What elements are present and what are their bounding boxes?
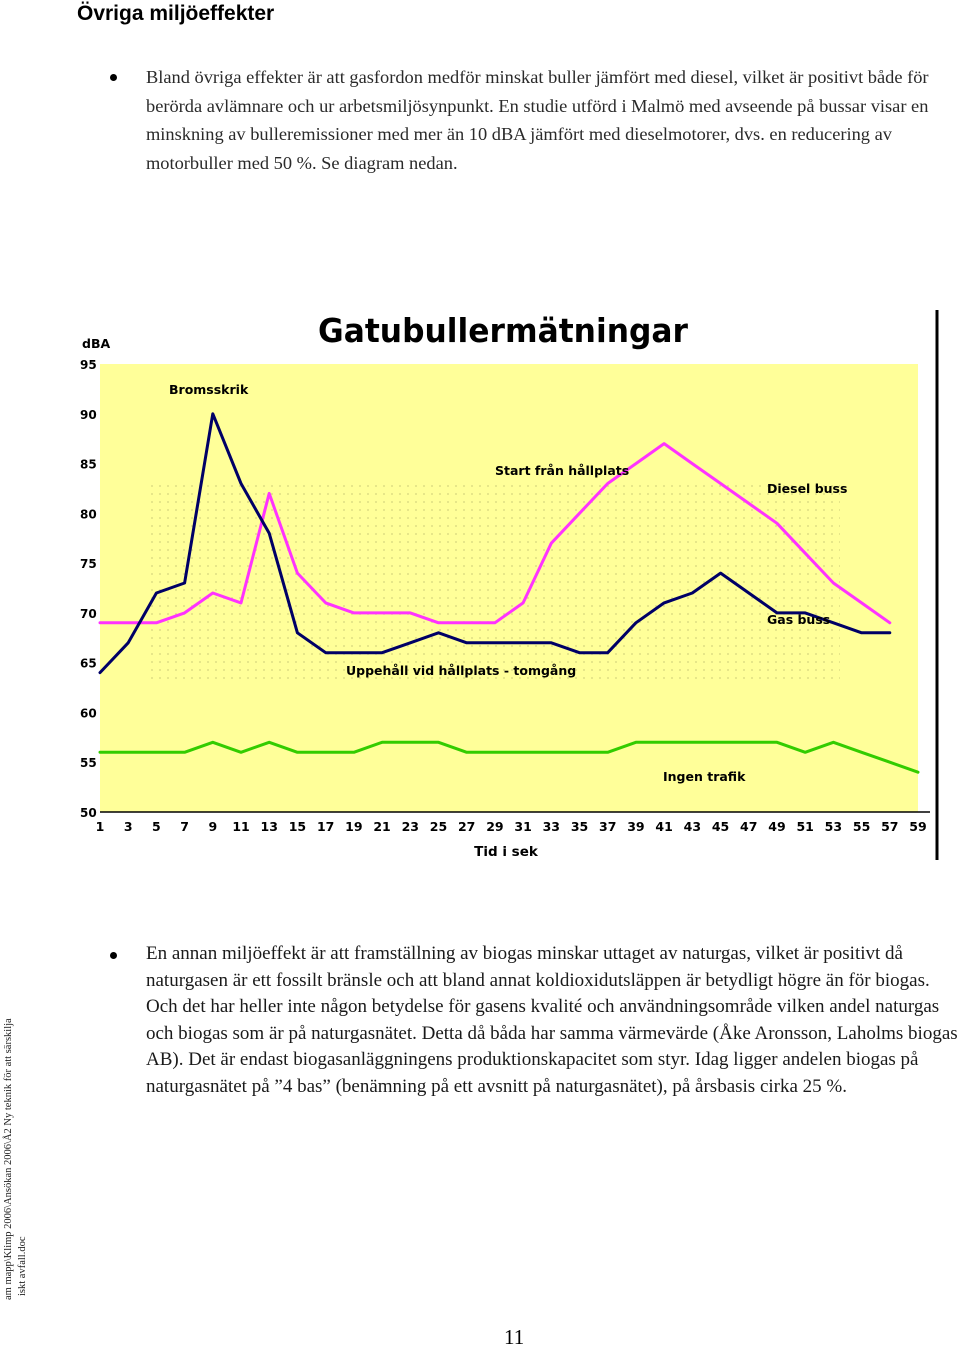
x-tick-label: 19 — [345, 819, 363, 834]
document-path-note — [0, 955, 36, 1305]
page-number: 11 — [504, 1325, 525, 1349]
x-tick-label: 53 — [824, 819, 843, 834]
y-tick-label: 50 — [80, 806, 97, 820]
y-tick-label: 60 — [80, 706, 97, 721]
chart-annotation: Bromsskrik — [169, 382, 249, 397]
x-tick-label: 1 — [95, 819, 105, 834]
y-tick-label: 90 — [80, 407, 97, 422]
x-tick-label: 7 — [180, 819, 189, 834]
noise-chart-svg — [70, 300, 960, 870]
x-tick-label: 39 — [627, 819, 645, 834]
bullet-icon — [110, 74, 117, 81]
document-path-text — [2, 1018, 30, 1300]
paragraph-text: En annan miljöeffekt är att framställning av biogas minskar uttaget av naturgas, vilket är positivt då naturgasen är ett fossilt bränsle och att bland annat koldioxidutsläppen är betydligt högre än för biogas. Och det har heller inte någon betydelse för gasens kvalité och användningsområde vilken andel naturgas och biogas som är på naturgasnätet. Detta då båda har samma värmevärde (Åke Aronsson, Laholms biogas AB). Det är endast biogasanläggningens produktionskapacitet som styr. Idag ligger andelen biogas på naturgasnätet på ”4 bas” (benämning på ett avsnitt på naturgasnätet), på årsbasis cirka 25 %. — [146, 943, 958, 1097]
x-tick-label: 33 — [542, 819, 561, 834]
x-tick-label: 17 — [316, 819, 335, 834]
document-path-line-1: am mapp\Klimp 2006\Ansökan 2006\Å2 Ny teknik för att särskilja — [3, 1018, 14, 1300]
x-tick-label: 3 — [123, 819, 133, 834]
x-tick-label: 15 — [288, 819, 307, 834]
x-tick-label: 21 — [373, 819, 391, 834]
x-tick-label: 49 — [768, 819, 786, 834]
x-tick-label: 31 — [514, 819, 532, 834]
x-tick-label: 27 — [457, 819, 476, 834]
y-tick-label: 80 — [80, 507, 97, 522]
y-tick-label: 95 — [80, 358, 97, 372]
x-tick-label: 9 — [208, 819, 218, 834]
series-label-diesel: Diesel buss — [767, 481, 848, 496]
x-tick-label: 5 — [152, 819, 161, 834]
x-tick-label: 59 — [909, 819, 927, 834]
chart-title: Gatubullermätningar — [318, 311, 689, 350]
x-axis-label: Tid i sek — [474, 844, 538, 860]
bullet-icon — [110, 952, 117, 959]
x-tick-label: 23 — [401, 819, 419, 834]
y-tick-label: 55 — [80, 756, 97, 771]
series-label-traffic: Ingen trafik — [663, 769, 746, 784]
chart-annotation: Uppehåll vid hållplats - tomgång — [346, 663, 577, 678]
y-tick-label: 85 — [80, 457, 97, 472]
chart-annotation: Start från hållplats — [495, 463, 630, 478]
page-heading: Övriga miljöeffekter — [77, 2, 275, 25]
x-tick-label: 29 — [486, 819, 504, 834]
x-tick-label: 55 — [852, 819, 871, 834]
bullet-paragraph-noise — [110, 63, 950, 177]
plot-texture — [150, 480, 840, 680]
x-tick-label: 57 — [881, 819, 899, 834]
x-tick-label: 25 — [429, 819, 448, 834]
series-label-gas: Gas buss — [767, 612, 831, 627]
x-tick-label: 11 — [232, 819, 250, 834]
x-tick-label: 13 — [260, 819, 278, 834]
x-tick-label: 43 — [683, 819, 702, 834]
y-tick-label: 70 — [80, 606, 97, 621]
noise-chart — [70, 300, 960, 870]
x-tick-label: 47 — [740, 819, 758, 834]
paragraph-text: Bland övriga effekter är att gasfordon medför minskat buller jämfört med diesel, vilket är positivt både för berörda avlämnare och ur arbetsmiljösynpunkt. En studie utförd i Malmö med avseende på bussar visar en minskning av bulleremissioner med mer än 10 dBA jämfört med dieselmotorer, dvs. en reducering av motorbuller med 50 %. Se diagram nedan. — [146, 67, 929, 173]
document-path-line-2: iskt avfall.doc — [17, 1236, 28, 1296]
y-tick-label: 75 — [80, 557, 97, 572]
x-tick-label: 37 — [599, 819, 617, 834]
bullet-paragraph-biogas — [110, 941, 960, 1101]
y-axis-label: dBA — [82, 336, 111, 351]
x-tick-label: 45 — [711, 819, 730, 834]
y-tick-label: 65 — [80, 656, 97, 671]
x-tick-label: 51 — [796, 819, 814, 834]
x-tick-label: 41 — [655, 819, 673, 834]
x-tick-label: 35 — [570, 819, 589, 834]
